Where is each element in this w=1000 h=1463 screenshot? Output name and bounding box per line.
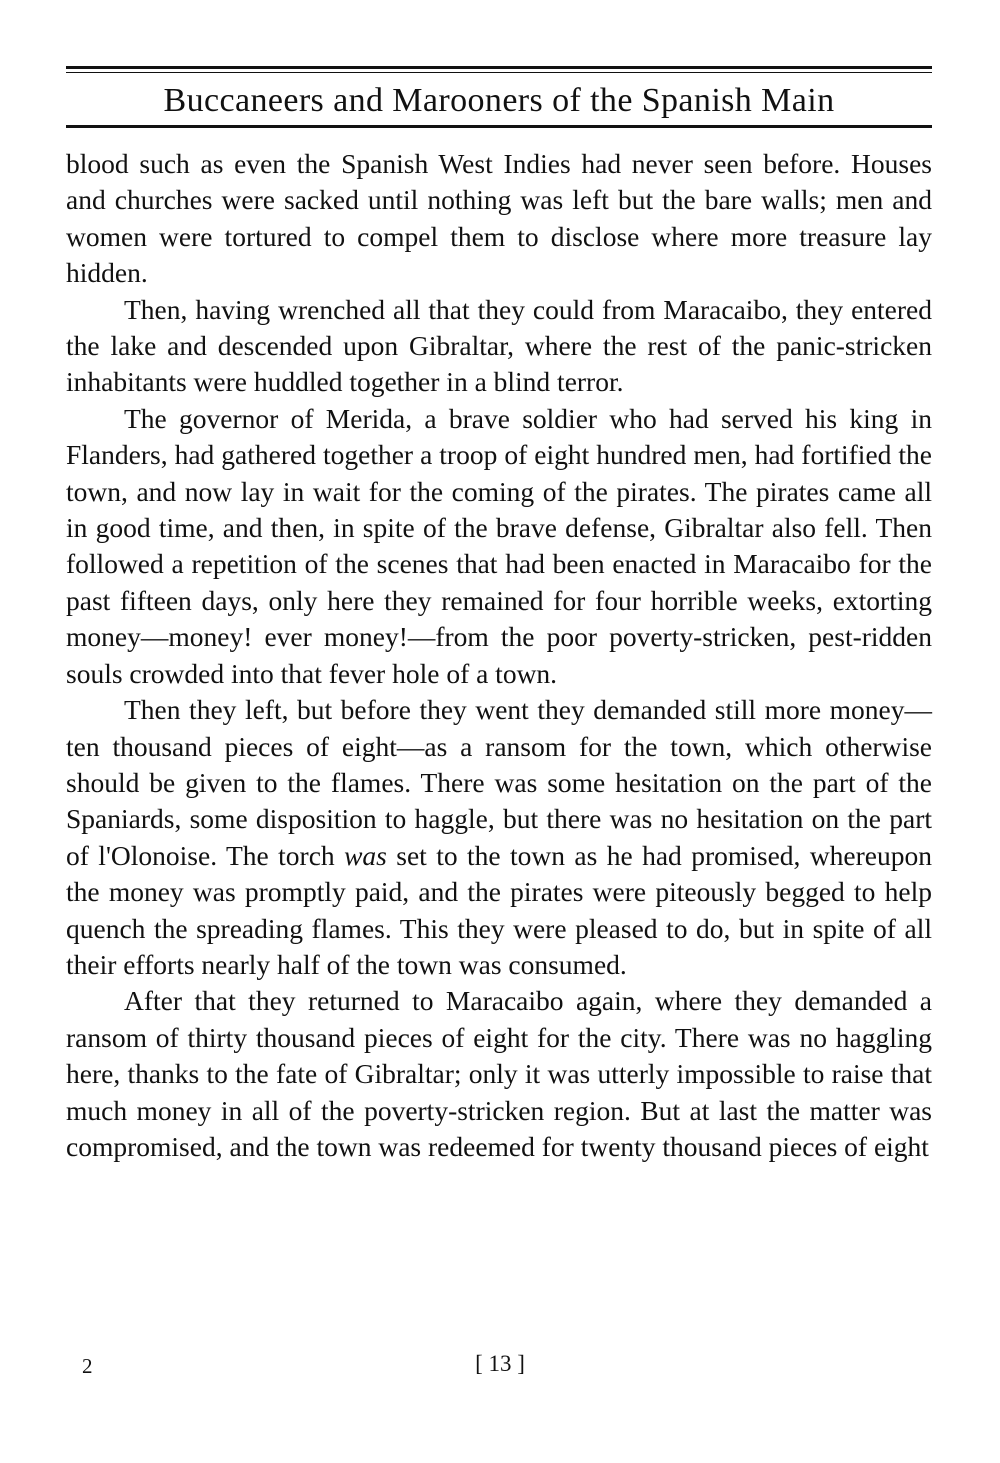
paragraph-4: [66, 692, 932, 983]
paragraph-4-part-1: Then they left, but before they went they demanded still more money—ten thousand pieces of eight—as a ransom for the town, which otherwise should be given to the flames. There was some hesitation on the part of the Spaniards, some disposition to haggle, but there was no hesitation on the part of l'Olonoise. The torch: [66, 694, 932, 871]
paragraph-2: Then, having wrenched all that they could from Maracaibo, they entered the lake and descended upon Gibraltar, where the rest of the panic-stricken inhabitants were huddled together in a blind terror.: [66, 293, 932, 398]
paragraph-3: The governor of Merida, a brave soldier who had served his king in Flanders, had gathered together a troop of eight hundred men, had fortified the town, and now lay in wait for the coming of the pirates. The pirates came all in good time, and then, in spite of the brave defense, Gibraltar also fell. Then followed a repetition of the scenes that had been enacted in Maracaibo for the past fifteen days, only here they remained for four horrible weeks, extorting money—money! ever money!—from the poor poverty-stricken, pest-ridden souls crowded into that fever hole of a town.: [66, 402, 932, 689]
header-rule-thin: [66, 72, 932, 73]
signature-mark: 2: [82, 1354, 93, 1378]
running-title: Buccaneers and Marooners of the Spanish Main: [163, 82, 835, 119]
header-rule-thick: [66, 66, 932, 69]
paragraph-1: blood such as even the Spanish West Indies had never seen before. Houses and churches were sacked until nothing was left but the bare walls; men and women were tortured to compel them to disclose where more treasure lay hidden.: [66, 148, 932, 289]
paragraph-5: After that they returned to Maracaibo again, where they demanded a ransom of thirty thousand pieces of eight for the city. There was no haggling here, thanks to the fate of Gibraltar; only it was utterly impossible to raise that much money in all of the poverty-stricken region. But at last the matter was compromised, and the town was redeemed for twenty thousand pieces of eight: [66, 985, 932, 1162]
emphasis-was: was: [344, 839, 387, 871]
page-number: [ 13 ]: [475, 1351, 525, 1376]
page-body: [66, 146, 932, 1165]
header-underline-rule: [66, 125, 932, 128]
paragraph-4-part-2: set to the town as he had promised, whereupon the money was promptly paid, and the pirates were piteously begged to help quench the spreading flames. This they were pleased to do, but in spite of all their efforts nearly half of the town was consumed.: [66, 839, 932, 980]
